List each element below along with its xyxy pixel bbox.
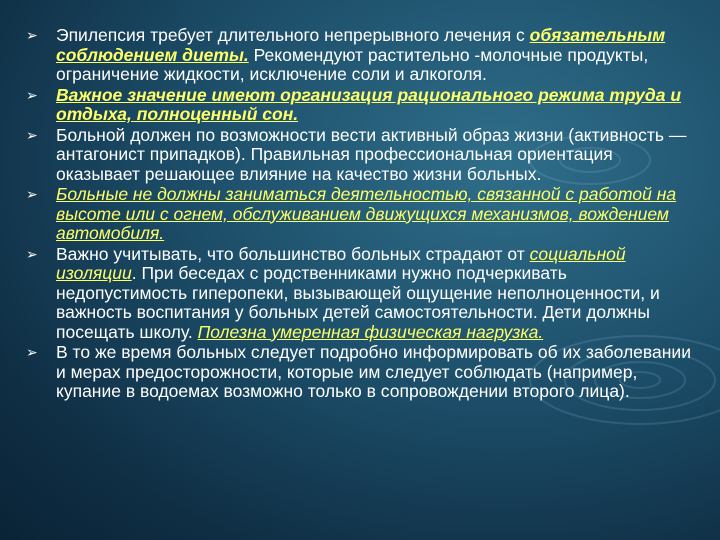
bullet-list bbox=[22, 26, 694, 402]
arrowhead-icon: ➢ bbox=[26, 245, 38, 262]
highlighted-text: Важное значение имеют организация рационального режима труда и отдыха, полноценный сон. bbox=[56, 84, 682, 124]
arrowhead-icon: ➢ bbox=[26, 27, 38, 43]
bullet-item bbox=[22, 185, 694, 244]
bullet-text: Эпилепсия требует длительного непрерывного лечения с bbox=[56, 25, 530, 45]
arrowhead-icon: ➢ bbox=[26, 86, 38, 103]
bullet-text: Больной должен по возможности вести активный образ жизни (активность — антагонист припадков). Правильная профессиональная ориентация оказывает решающее влияние на качество жизни больных. bbox=[56, 124, 687, 184]
bullet-item bbox=[22, 26, 694, 85]
bullet-item bbox=[22, 343, 694, 402]
bullet-text: В то же время больных следует подробно информировать об их заболевании и мерах предосторожности, которые им следует соблюдать (например, купание в водоемах возможно только в сопровождении второго лица). bbox=[56, 342, 691, 401]
highlighted-text: Полезна умеренная физическая нагрузка. bbox=[197, 321, 544, 342]
highlighted-text: Больные не должны заниматься деятельностью, связанной с работой на высоте или с огнем, обслуживанием движущихся механизмов, вождением автомобиля. bbox=[56, 184, 677, 243]
highlighted-text: социальной изоляции bbox=[56, 243, 626, 283]
bullet-item bbox=[22, 86, 694, 125]
bullet-text: Рекомендуют растительно -молочные продукты, ограничение жидкости, исключение соли и алкоголя. bbox=[56, 44, 649, 84]
arrowhead-icon: ➢ bbox=[26, 344, 38, 360]
bullet-item bbox=[22, 126, 694, 185]
slide-content bbox=[22, 26, 694, 403]
highlighted-text: обязательным соблюдением диеты. bbox=[56, 25, 666, 65]
bullet-text: Важно учитывать, что большинство больных страдают от bbox=[56, 243, 530, 264]
bullet-text: . При беседах с родственниками нужно подчеркивать недопустимость гиперопеки, вызывающей ощущение неполноценности, и важность воспитания у больных детей самостоятельности. Дети должны посещать школу. bbox=[56, 263, 660, 342]
arrowhead-icon: ➢ bbox=[26, 126, 38, 143]
arrowhead-icon: ➢ bbox=[26, 186, 38, 202]
bullet-item bbox=[22, 245, 694, 343]
